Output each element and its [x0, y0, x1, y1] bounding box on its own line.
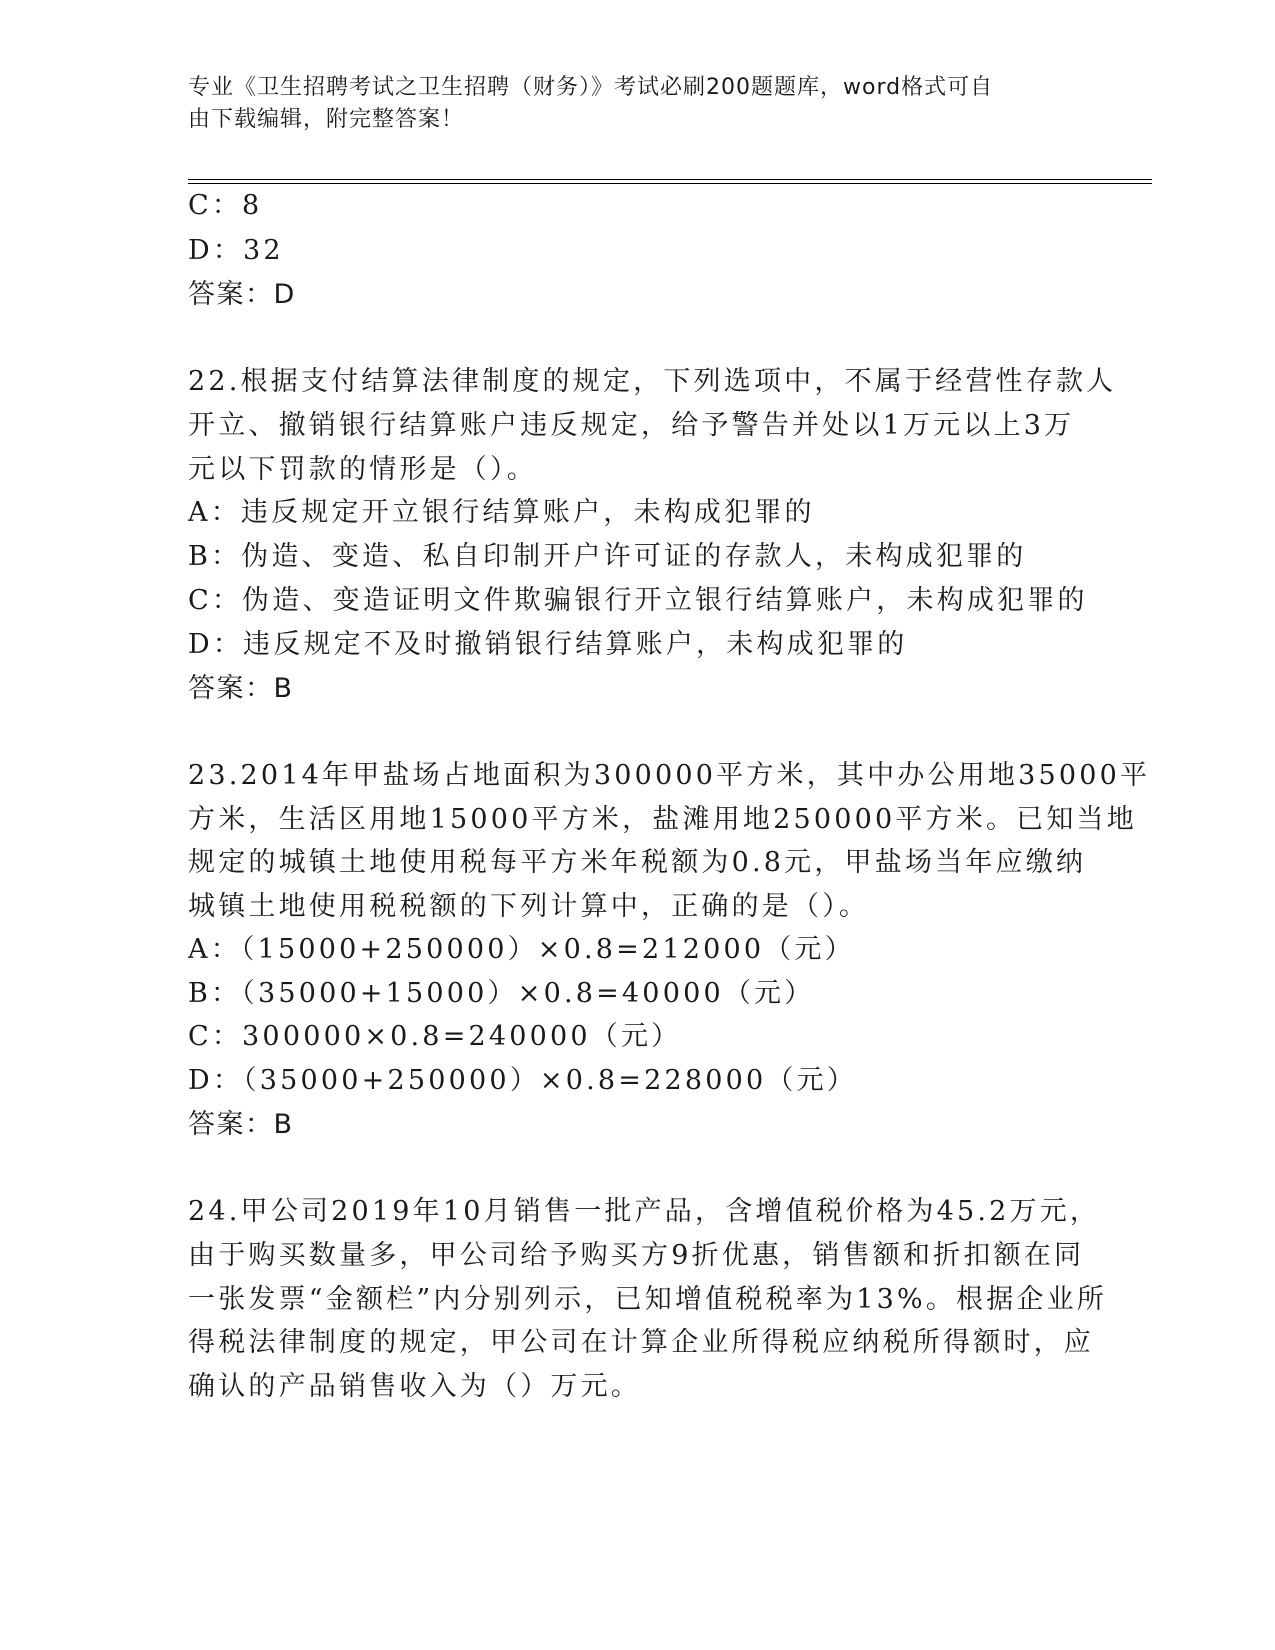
- question-24-line-2: 由于购买数量多，甲公司给予购买方9折优惠，销售额和折扣额在同: [188, 1240, 1085, 1271]
- question-24-line-4: 得税法律制度的规定，甲公司在计算企业所得税应纳税所得额时，应: [188, 1327, 1094, 1358]
- answer-line: 答案：D: [188, 279, 296, 310]
- document-header: [188, 72, 1088, 136]
- question-22-option-b: B：伪造、变造、私自印制开户许可证的存款人，未构成犯罪的: [188, 541, 1027, 572]
- question-22-line-1: 22.根据支付结算法律制度的规定，下列选项中，不属于经营性存款人: [188, 366, 1117, 397]
- header-rule-bottom: [188, 183, 1152, 184]
- question-23-line-2: 方米，生活区用地15000平方米，盐滩用地250000平方米。已知当地: [188, 804, 1137, 835]
- question-23-option-c: C：300000×0.8=240000（元）: [188, 1021, 682, 1052]
- option-c: C：8: [188, 190, 263, 221]
- question-22-option-a: A：违反规定开立银行结算账户，未构成犯罪的: [188, 497, 815, 528]
- header-line-2: 由下载编辑，附完整答案！: [188, 107, 465, 132]
- question-22-line-3: 元以下罚款的情形是（）。: [188, 454, 537, 485]
- question-22-answer: 答案：B: [188, 673, 294, 704]
- question-22-line-2: 开立、撤销银行结算账户违反规定，给予警告并处以1万元以上3万: [188, 410, 1075, 441]
- question-23-line-1: 23.2014年甲盐场占地面积为300000平方米，其中办公用地35000平: [188, 760, 1151, 791]
- header-line-1: 专业《卫生招聘考试之卫生招聘（财务）》考试必刷200题题库，word格式可自: [188, 75, 994, 100]
- question-23-option-a: A：（15000+250000）×0.8=212000（元）: [188, 934, 855, 965]
- question-24-line-3: 一张发票“金额栏”内分别列示，已知增值税税率为13%。根据企业所: [188, 1284, 1108, 1315]
- option-d: D：32: [188, 235, 284, 266]
- question-23-line-3: 规定的城镇土地使用税每平方米年税额为0.8元，甲盐场当年应缴纳: [188, 847, 1087, 878]
- question-22-option-c: C：伪造、变造证明文件欺骗银行开立银行结算账户，未构成犯罪的: [188, 585, 1088, 616]
- question-23-answer: 答案：B: [188, 1109, 294, 1140]
- question-24-line-1: 24.甲公司2019年10月销售一批产品，含增值税价格为45.2万元，: [188, 1196, 1101, 1227]
- question-24-line-5: 确认的产品销售收入为（）万元。: [188, 1371, 641, 1402]
- question-23-option-b: B：（35000+15000）×0.8=40000（元）: [188, 978, 815, 1009]
- header-rule-top: [188, 179, 1152, 180]
- question-23-line-4: 城镇土地使用税税额的下列计算中，正确的是（）。: [188, 891, 870, 922]
- question-23-option-d: D：（35000+250000）×0.8=228000（元）: [188, 1065, 857, 1096]
- question-22-option-d: D：违反规定不及时撤销银行结算账户，未构成犯罪的: [188, 629, 908, 660]
